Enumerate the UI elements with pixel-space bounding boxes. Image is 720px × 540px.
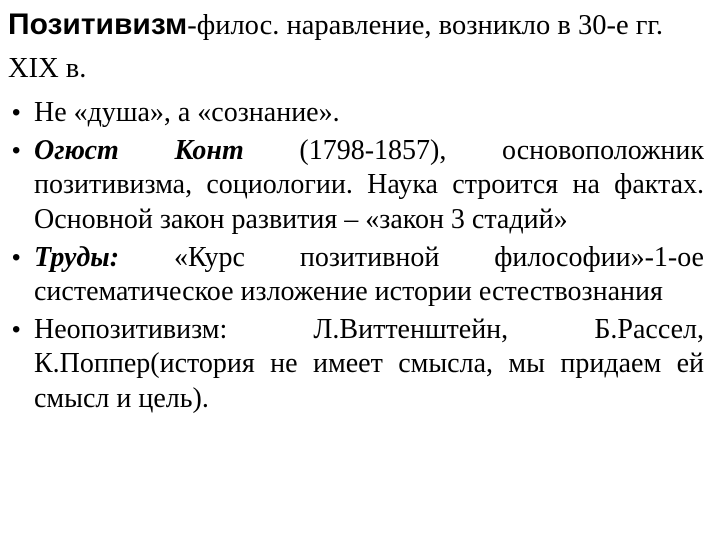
point-text: Неопозитивизм: Л.Виттенштейн, Б.Рассел, К.Поппер(история не имеет смысла, мы придаем ей смысл и цель). [34, 314, 704, 414]
list-item-comte [0, 134, 720, 237]
heading-term: Позитивизм [8, 8, 188, 41]
slide-heading [8, 4, 712, 90]
list-item-works [0, 241, 720, 309]
point-emphasis-works: Труды: [34, 241, 120, 273]
bullet-icon: • [12, 137, 21, 165]
heading-description: -филос. наравление, возникло в 30-е гг. XIX в. [8, 10, 664, 84]
bullet-list [0, 96, 720, 420]
bullet-icon: • [12, 243, 21, 271]
bullet-icon: • [12, 99, 21, 126]
bullet-icon: • [12, 316, 21, 344]
point-text: (1798-1857), основоположник позитивизма, социологии. Наука строится на фактах. Основной закон развития – «закон 3 стадий» [34, 135, 704, 235]
list-item-neopositivism [0, 313, 720, 416]
point-text: «Курс позитивной философии»-1-ое систематическое изложение истории естествознания [34, 241, 704, 308]
list-item-soul-consciousness [0, 96, 720, 130]
point-text: Не «душа», а «сознание». [34, 97, 340, 128]
point-emphasis-name: Огюст Конт [34, 135, 244, 167]
